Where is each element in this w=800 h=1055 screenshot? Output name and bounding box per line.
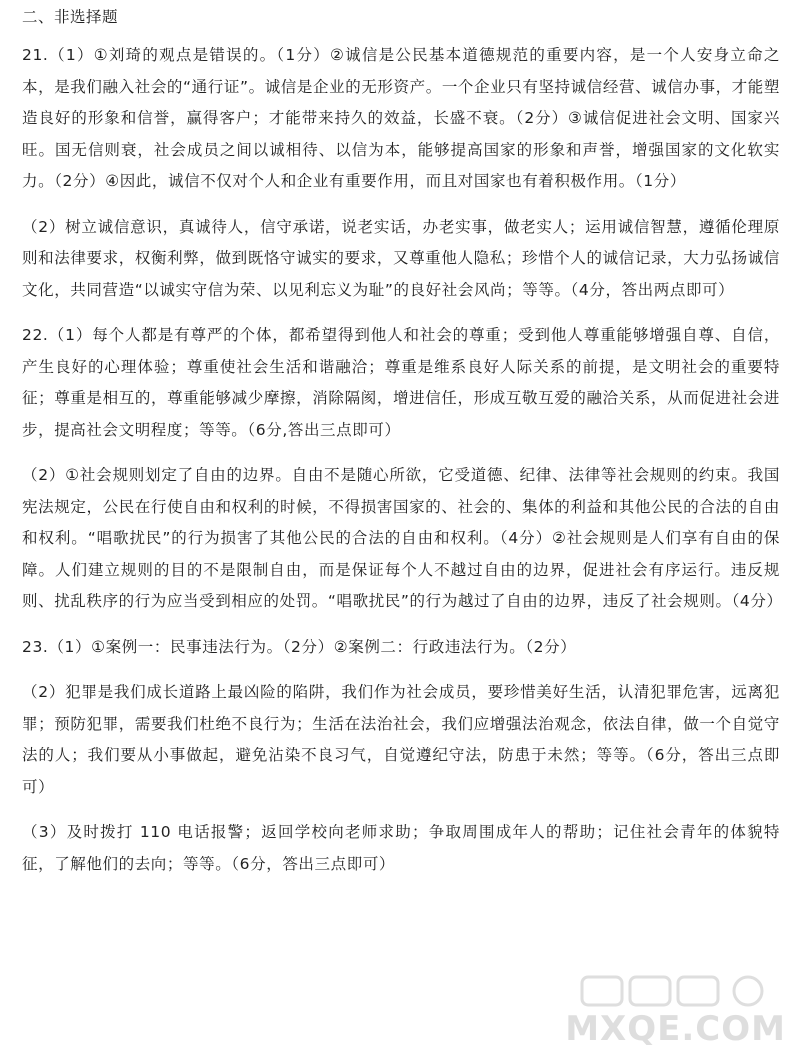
watermark-text: MXQE.COM (565, 1009, 786, 1049)
answer-21-part-1: 21.（1）①刘琦的观点是错误的。（1分）②诚信是公民基本道德规范的重要内容，是一个人安身立命之本，是我们融入社会的“通行证”。诚信是企业的无形资产。一个企业只有坚持诚信经营、诚信办事，才能塑造良好的形象和信誉，赢得客户；才能带来持久的效益，长盛不衰。（2分）③诚信促进社会文明、国家兴旺。国无信则衰，社会成员之间以诚相待、以信为本，能够提高国家的形象和声誉，增强国家的文化软实力。（2分）④因此，诚信不仅对个人和企业有重要作用，而且对国家也有着积极作用。（1分） (22, 46, 780, 190)
section-title: 二、非选择题 (22, 8, 119, 26)
answer-23-part-1: 23.（1）①案例一：民事违法行为。（2分）②案例二：行政违法行为。（2分） (22, 637, 577, 656)
answer-22-part-2: （2）①社会规则划定了自由的边界。自由不是随心所欲，它受道德、纪律、法律等社会规则的约束。我国宪法规定，公民在行使自由和权利的时候，不得损害国家的、社会的、集体的利益和其他公民的合法的自由和权利。“唱歌扰民”的行为损害了其他公民的合法的自由和权利。（4分）②社会规则是人们享有自由的保障。人们建立规则的目的不是限制自由，而是保证每个人不越过自由的边界，促进社会有序运行。违反规则、扰乱秩序的行为应当受到相应的处罚。“唱歌扰民”的行为越过了自由的边界，违反了社会规则。（4分） (22, 466, 783, 610)
answer-23-part-2: （2）犯罪是我们成长道路上最凶险的陷阱，我们作为社会成员，要珍惜美好生活，认清犯罪危害，远离犯罪；预防犯罪，需要我们杜绝不良行为；生活在法治社会，我们应增强法治观念，依法自律，做一个自觉守法的人；我们要从小事做起，避免沾染不良习气，自觉遵纪守法，防患于未然；等等。（6分，答出三点即可） (22, 683, 780, 796)
answer-23-part-3: （3）及时拨打 110 电话报警；返回学校向老师求助；争取周围成年人的帮助；记住社会青年的体貌特征，了解他们的去向；等等。（6分，答出三点即可） (22, 823, 780, 873)
answer-22-part-1: 22.（1）每个人都是有尊严的个体，都希望得到他人和社会的尊重；受到他人尊重能够增强自尊、自信，产生良好的心理体验；尊重使社会生活和谐融洽；尊重是维系良好人际关系的前提，是文明社会的重要特征；尊重是相互的，尊重能够减少摩擦，消除隔阂，增进信任，形成互敬互爱的融洽关系，从而促进社会进步，提高社会文明程度；等等。（6分,答出三点即可） (22, 326, 780, 439)
answer-21-part-2: （2）树立诚信意识，真诚待人，信守承诺，说老实话，办老实事，做老实人；运用诚信智慧，遵循伦理原则和法律要求，权衡利弊，做到既恪守诚实的要求，又尊重他人隐私；珍惜个人的诚信记录，大力弘扬诚信文化，共同营造“以诚实守信为荣、以见利忘义为耻”的良好社会风尚；等等。（4分，答出两点即可） (22, 217, 780, 299)
